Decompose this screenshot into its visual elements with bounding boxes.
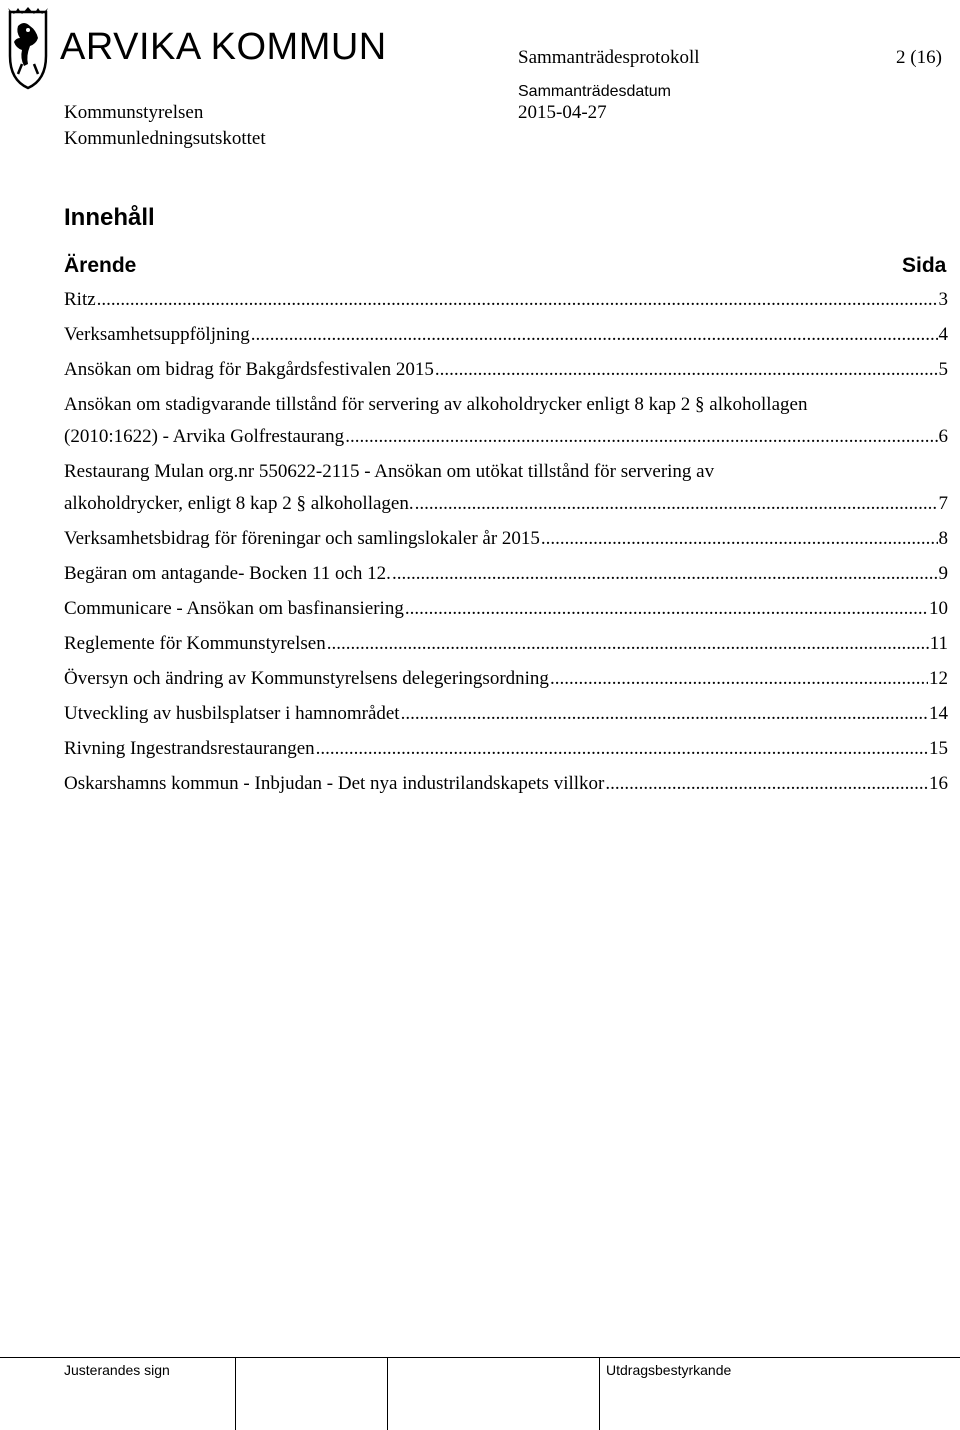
toc-entry-page: 16 — [929, 773, 948, 794]
footer-divider-middle — [387, 1357, 388, 1430]
toc-entry-title: Ansökan om bidrag för Bakgårdsfestivalen 2015 — [64, 359, 434, 380]
toc-entry[interactable] — [64, 700, 948, 728]
signature-label: Justerandes sign — [64, 1362, 170, 1378]
column-header-page: Sida — [902, 254, 947, 277]
certification-label: Utdragsbestyrkande — [606, 1362, 732, 1378]
dot-leader — [550, 665, 928, 693]
toc-entry-page: 10 — [929, 598, 948, 619]
footer-divider-left — [235, 1357, 236, 1430]
toc-entry-title: Utveckling av husbilsplatser i hamnområdet — [64, 703, 400, 724]
toc-entry-page: 8 — [938, 528, 948, 549]
toc-entry-page: 12 — [929, 668, 948, 689]
dot-leader — [435, 356, 938, 384]
footer-divider-right — [599, 1357, 600, 1430]
toc-entry-title: alkoholdrycker, enligt 8 kap 2 § alkohollagen. — [64, 493, 414, 514]
dot-leader — [415, 490, 938, 518]
dot-leader — [97, 286, 938, 314]
toc-entry[interactable] — [64, 286, 948, 314]
dot-leader — [541, 525, 938, 553]
toc-entry-title: Rivning Ingestrandsrestaurangen — [64, 738, 315, 759]
toc-entry-title: Begäran om antagande- Bocken 11 och 12. — [64, 563, 391, 584]
toc-entry[interactable] — [64, 560, 948, 588]
toc-entry[interactable] — [64, 630, 948, 658]
toc-entry-page: 9 — [938, 563, 948, 584]
toc-entry-title: Verksamhetsuppföljning — [64, 324, 250, 345]
toc-entry-page: 4 — [938, 324, 948, 345]
toc-entry[interactable] — [64, 525, 948, 553]
toc-entry-page: 11 — [929, 633, 948, 654]
column-header-item: Ärende — [64, 254, 137, 277]
toc-entry-title: (2010:1622) - Arvika Golfrestaurang — [64, 426, 345, 447]
toc-entry-title: Översyn och ändring av Kommunstyrelsens delegeringsordning — [64, 668, 549, 689]
toc-entry-page: 15 — [929, 738, 948, 759]
toc-entry-title-line: Ansökan om stadigvarande tillstånd för servering av alkoholdrycker enligt 8 kap 2 § alkohollagen — [64, 394, 808, 415]
organization-name: Kommunstyrelsen — [64, 102, 204, 123]
toc-entry[interactable] — [64, 735, 948, 763]
footer-top-rule — [0, 1357, 960, 1358]
page-number: 2 (16) — [896, 47, 942, 68]
toc-entry-page: 6 — [938, 426, 948, 447]
toc-entry-title: Communicare - Ansökan om basfinansiering — [64, 598, 404, 619]
dot-leader — [327, 630, 929, 658]
toc-entry-title: Reglemente för Kommunstyrelsen — [64, 633, 326, 654]
toc-entry[interactable] — [64, 391, 948, 451]
dot-leader — [401, 700, 928, 728]
document-type: Sammanträdesprotokoll — [518, 47, 700, 68]
committee-name: Kommunledningsutskottet — [64, 128, 266, 149]
toc-entry-title: Oskarshamns kommun - Inbjudan - Det nya industrilandskapets villkor — [64, 773, 605, 794]
meeting-date: 2015-04-27 — [518, 102, 607, 123]
toc-entry-page: 14 — [929, 703, 948, 724]
meeting-date-label: Sammanträdesdatum — [518, 83, 671, 100]
toc-entry-page: 5 — [938, 359, 948, 380]
toc-entry[interactable] — [64, 770, 948, 798]
toc-entry-title: Ritz — [64, 289, 96, 310]
contents-heading: Innehåll — [64, 204, 155, 231]
toc-entry[interactable] — [64, 458, 948, 518]
toc-entry[interactable] — [64, 321, 948, 349]
dot-leader — [405, 595, 928, 623]
toc-entry[interactable] — [64, 665, 948, 693]
toc-entry-page: 7 — [938, 493, 948, 514]
toc-entry-title-line: Restaurang Mulan org.nr 550622-2115 - Ansökan om utökat tillstånd för servering av — [64, 461, 715, 482]
dot-leader — [251, 321, 938, 349]
toc-entry-page: 3 — [938, 289, 948, 310]
toc-entry[interactable] — [64, 595, 948, 623]
dot-leader — [316, 735, 928, 763]
logo-wordmark: ARVIKA KOMMUN — [60, 26, 387, 68]
arvika-coat-of-arms-logo — [4, 6, 52, 90]
toc-entry[interactable] — [64, 356, 948, 384]
dot-leader — [392, 560, 938, 588]
toc-entry-title: Verksamhetsbidrag för föreningar och samlingslokaler år 2015 — [64, 528, 540, 549]
dot-leader — [345, 423, 937, 451]
table-of-contents — [64, 286, 948, 798]
dot-leader — [605, 770, 928, 798]
